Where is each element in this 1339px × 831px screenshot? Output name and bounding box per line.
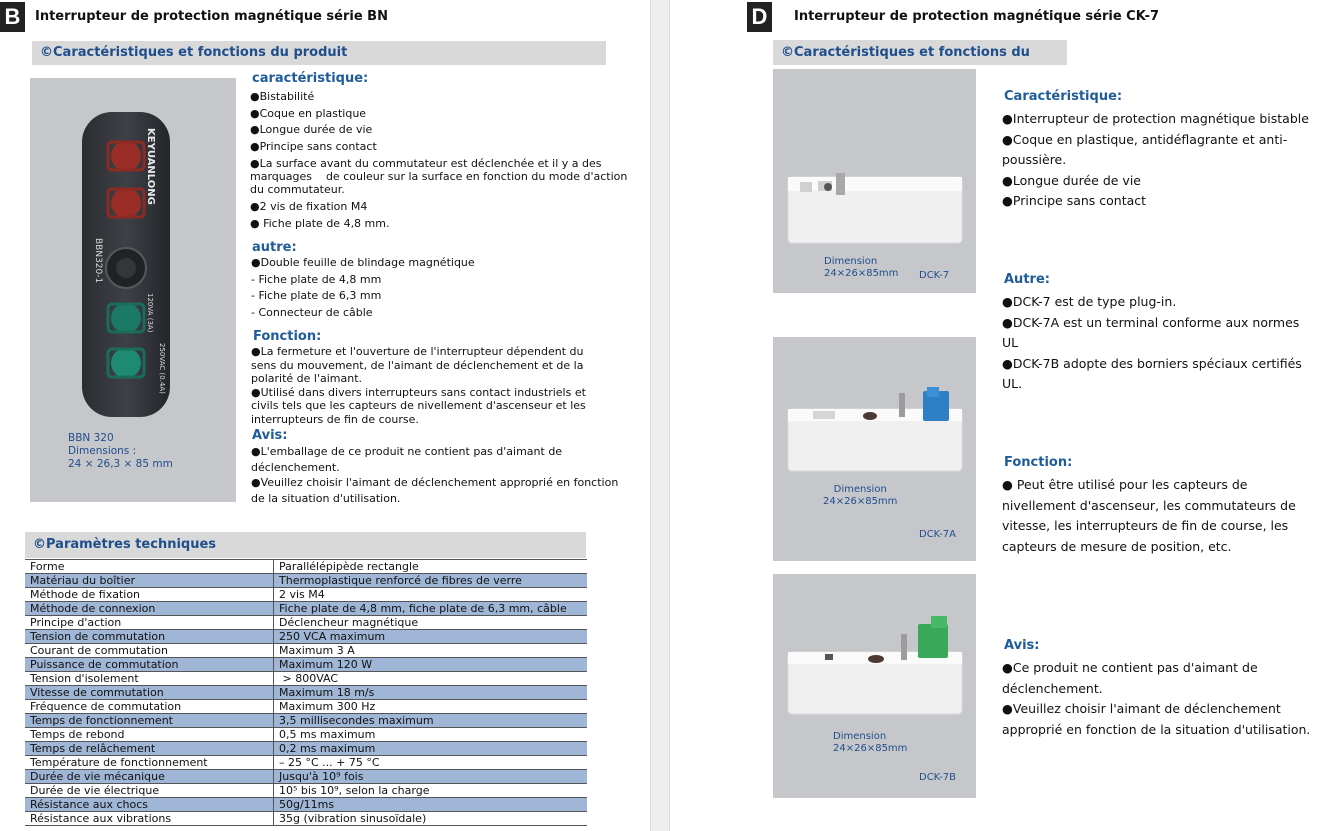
caption-line: Dimensions : [68, 445, 137, 457]
list-item: déclenchement. [251, 460, 340, 474]
page-gutter [650, 0, 670, 831]
list-item: approprié en fonction de la situation d'utilisation. [1002, 721, 1311, 737]
table-row [25, 630, 587, 644]
param-value: 50g/11ms [274, 798, 588, 812]
dck7a-device-illustration [773, 337, 976, 561]
param-value: 250 VCA maximum [274, 630, 588, 644]
product-photo-dck7b [773, 574, 976, 798]
dimension-label: Dimension [833, 484, 887, 495]
list-item: nivellement d'ascenseur, les commutateurs de [1002, 497, 1296, 513]
table-row [25, 714, 587, 728]
param-name: Résistance aux chocs [25, 798, 274, 812]
param-value: Déclencheur magnétique [274, 616, 588, 630]
list-item: ●Double feuille de blindage magnétique [251, 256, 475, 269]
product-photo-bbn320 [30, 78, 236, 502]
param-value: Fiche plate de 4,8 mm, fiche plate de 6,3 mm, câble [274, 602, 588, 616]
dck7b-device-illustration [773, 574, 976, 798]
list-item: capteurs de mesure de position, etc. [1002, 538, 1232, 554]
list-item: ●Bistabilité [250, 90, 315, 103]
device-rating-text-1: 120VA (3A) [146, 293, 154, 333]
table-row [25, 812, 587, 826]
table-row [25, 672, 587, 686]
param-value: – 25 °C ... + 75 °C [274, 756, 588, 770]
list-avis-ck7 [1002, 658, 1335, 740]
table-row [25, 784, 587, 798]
list-item: déclenchement. [1002, 680, 1103, 696]
bbn320-caption [68, 432, 173, 471]
list-item: ●Veuillez choisir l'aimant de déclenchement approprié en fonction [251, 476, 619, 489]
dck7a-model-label: DCK-7A [919, 529, 957, 540]
list-item: ●La surface avant du commutateur est déclenchée et il y a des [250, 156, 602, 170]
param-name: Courant de commutation [25, 644, 274, 658]
param-name: Méthode de connexion [25, 602, 274, 616]
list-item: - Connecteur de câble [251, 305, 373, 319]
table-row [25, 588, 587, 602]
device-rating-text-2: 250VAC (0.4A) [158, 343, 166, 394]
param-value: 2 vis M4 [274, 588, 588, 602]
dimension-value: 24×26×85mm [823, 496, 898, 507]
heading-fonction-bn: Fonction: [253, 329, 322, 344]
param-name: Résistance aux vibrations [25, 812, 274, 826]
param-name: Vitesse de commutation [25, 686, 274, 700]
dimension-label: Dimension [833, 731, 887, 742]
product-photo-dck7 [773, 69, 976, 293]
list-item: ●La fermeture et l'ouverture de l'interrupteur dépendent du [251, 345, 584, 358]
param-name: Température de fonctionnement [25, 756, 274, 770]
param-name: Principe d'action [25, 616, 274, 630]
param-value: Jusqu'à 10⁹ fois [274, 770, 588, 784]
product-photo-dck7a [773, 337, 976, 561]
section-header-features-bn: ©Caractéristiques et fonctions du produit [32, 41, 606, 65]
list-item: UL [1002, 335, 1019, 350]
param-name: Temps de rebond [25, 728, 274, 742]
list-item: ●L'emballage de ce produit ne contient pas d'aimant de [251, 445, 563, 458]
param-value: > 800VAC [274, 672, 588, 686]
param-value: Maximum 300 Hz [274, 700, 588, 714]
param-name: Puissance de commutation [25, 658, 274, 672]
param-name: Durée de vie électrique [25, 784, 274, 798]
param-value: Maximum 3 A [274, 644, 588, 658]
param-name: Matériau du boîtier [25, 574, 274, 588]
list-item: ●Utilisé dans divers interrupteurs sans contact industriels et [251, 385, 586, 399]
heading-autre-ck7: Autre: [1004, 272, 1050, 287]
param-name: Durée de vie mécanique [25, 770, 274, 784]
section-header-params: ©Paramètres techniques [25, 532, 586, 558]
heading-avis-bn: Avis: [252, 428, 288, 443]
param-value: 35g (vibration sinusoïdale) [274, 812, 588, 826]
list-item: ●DCK-7 est de type plug-in. [1002, 294, 1177, 309]
list-item: ●Coque en plastique, antidéflagrante et anti- [1002, 131, 1288, 147]
param-name: Tension de commutation [25, 630, 274, 644]
dck7-dimension [824, 256, 898, 280]
list-caracteristique-bn [250, 90, 628, 230]
dimension-value: 24×26×85mm [833, 743, 908, 754]
list-item: - Fiche plate de 6,3 mm [251, 289, 382, 302]
param-name: Temps de fonctionnement [25, 714, 274, 728]
list-item: ● Peut être utilisé pour les capteurs de [1002, 477, 1248, 492]
table-row [25, 728, 587, 742]
list-item: poussière. [1002, 152, 1067, 167]
heading-avis-ck7: Avis: [1004, 638, 1040, 653]
param-name: Forme [25, 560, 274, 574]
param-value: Thermoplastique renforcé de fibres de verre [274, 574, 588, 588]
param-value: 0,2 ms maximum [274, 742, 588, 756]
param-value: 0,5 ms maximum [274, 728, 588, 742]
table-row [25, 742, 587, 756]
list-item: ●Principe sans contact [1002, 193, 1147, 208]
param-value: Maximum 18 m/s [274, 686, 588, 700]
list-fonction-bn [251, 345, 621, 426]
table-row [25, 602, 587, 616]
heading-caracteristique-bn: caractéristique: [252, 71, 369, 86]
table-row [25, 560, 587, 574]
list-caracteristique-ck7 [1002, 109, 1332, 212]
page-title-bn: Interrupteur de protection magnétique série BN [35, 9, 388, 24]
list-item: vitesse, les interrupteurs de fin de course, les [1002, 518, 1289, 533]
device-brand-text: KEYUANLONG [145, 128, 156, 205]
table-row [25, 798, 587, 812]
list-item: UL. [1002, 376, 1023, 391]
table-row [25, 658, 587, 672]
device-model-text: BBN320-1 [93, 238, 103, 284]
list-item: interrupteurs de fin de course. [251, 412, 419, 426]
list-item: ●Longue durée de vie [1002, 172, 1141, 188]
param-name: Temps de relâchement [25, 742, 274, 756]
caption-line: BBN 320 [68, 432, 114, 444]
list-item: ●DCK-7A est un terminal conforme aux normes [1002, 314, 1300, 330]
table-row [25, 700, 587, 714]
param-value: Parallélépipède rectangle [274, 560, 588, 574]
list-avis-bn [251, 444, 621, 506]
list-item: ●Longue durée de vie [250, 123, 373, 137]
list-item: ●Coque en plastique [250, 106, 367, 120]
dck7-model-label: DCK-7 [919, 270, 950, 281]
heading-fonction-ck7: Fonction: [1004, 455, 1073, 470]
list-item: marquages de couleur sur la surface en fonction du mode d'action [250, 170, 628, 184]
list-item: polarité de l'aimant. [251, 372, 363, 385]
list-autre-ck7 [1002, 292, 1332, 395]
heading-caracteristique-ck7: Caractéristique: [1004, 89, 1123, 104]
list-item: civils tels que les capteurs de nivellement d'ascenseur et les [251, 399, 586, 412]
param-name: Tension d'isolement [25, 672, 274, 686]
param-name: Méthode de fixation [25, 588, 274, 602]
section-badge-d: D [747, 2, 772, 32]
dck7b-dimension [833, 731, 907, 755]
table-row [25, 616, 587, 630]
list-autre-bn [251, 256, 621, 319]
page-title-ck7: Interrupteur de protection magnétique série CK-7 [794, 9, 1160, 24]
heading-autre-bn: autre: [252, 240, 297, 255]
list-item: ● Fiche plate de 4,8 mm. [250, 216, 390, 230]
section-header-features-ck7: ©Caractéristiques et fonctions du [773, 40, 1067, 65]
table-row [25, 644, 587, 658]
table-row [25, 770, 587, 784]
section-badge-b: B [0, 2, 25, 32]
list-item: de la situation d'utilisation. [251, 491, 401, 505]
param-name: Fréquence de commutation [25, 700, 274, 714]
list-item: ●DCK-7B adopte des borniers spéciaux certifiés [1002, 355, 1302, 371]
list-item: ●Veuillez choisir l'aimant de déclenchement [1002, 701, 1281, 716]
list-item: ●2 vis de fixation M4 [250, 199, 368, 213]
list-item: sens du mouvement, de l'aimant de déclenchement et de la [251, 358, 584, 372]
param-value: Maximum 120 W [274, 658, 588, 672]
list-fonction-ck7 [1002, 475, 1332, 557]
dimension-label: Dimension [824, 256, 878, 267]
list-item: ●Principe sans contact [250, 140, 377, 154]
list-item: ●Interrupteur de protection magnétique bistable [1002, 111, 1309, 126]
params-table [25, 559, 587, 826]
dimension-value: 24×26×85mm [824, 268, 899, 279]
dck7a-dimension [823, 484, 897, 508]
dck7b-model-label: DCK-7B [919, 772, 957, 783]
list-item: - Fiche plate de 4,8 mm [251, 272, 382, 286]
param-value: 3,5 millisecondes maximum [274, 714, 588, 728]
param-value: 10⁵ bis 10⁹, selon la charge [274, 784, 588, 798]
caption-line: 24 × 26,3 × 85 mm [68, 458, 173, 470]
table-row [25, 756, 587, 770]
table-row [25, 686, 587, 700]
table-row [25, 574, 587, 588]
list-item: du commutateur. [250, 183, 345, 197]
list-item: ●Ce produit ne contient pas d'aimant de [1002, 660, 1258, 675]
